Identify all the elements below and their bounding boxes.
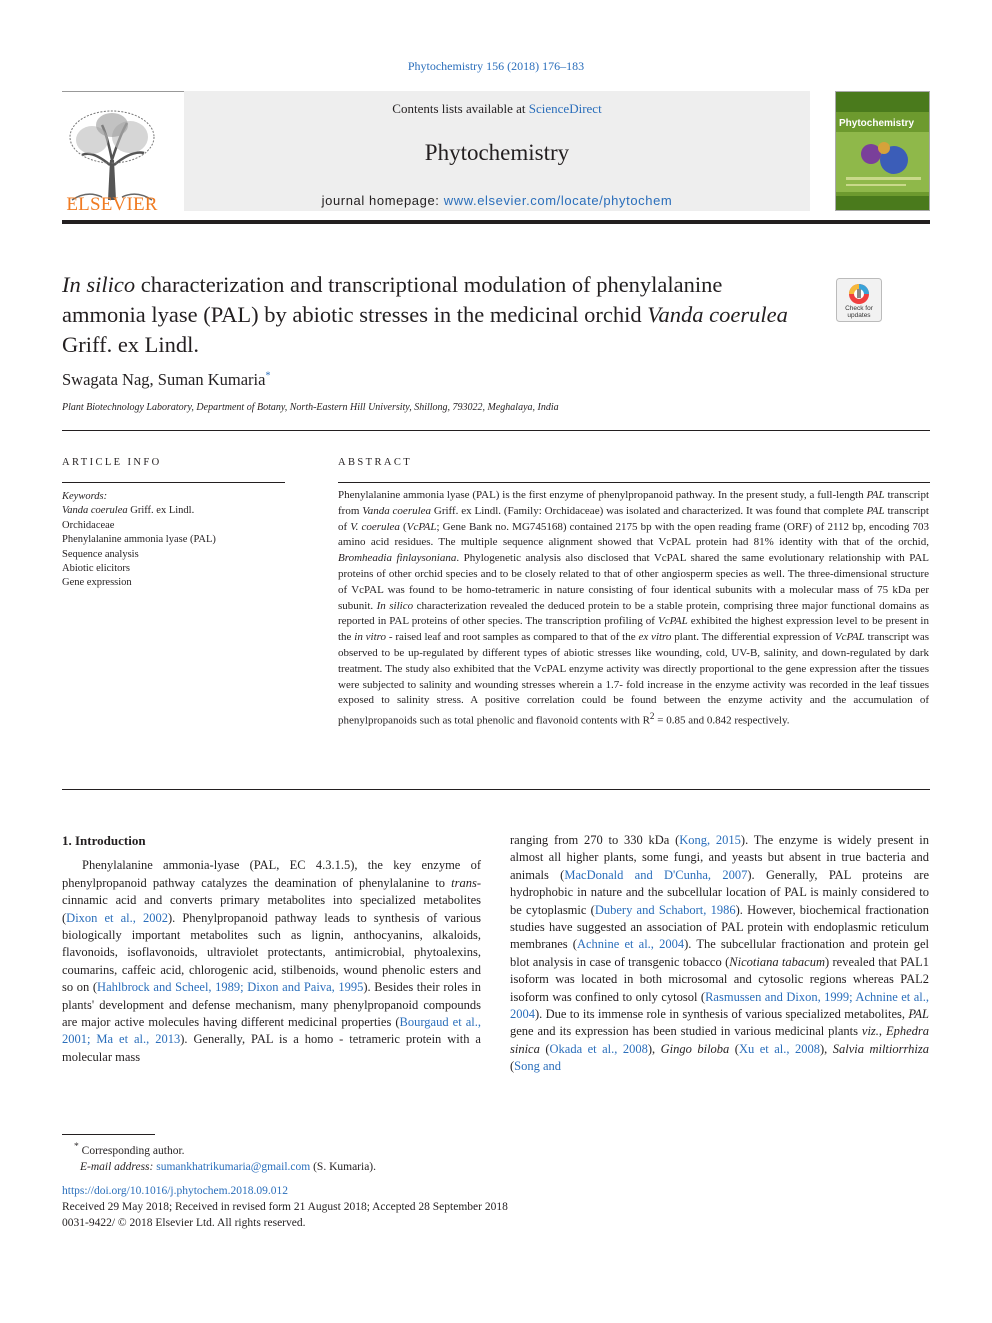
citation-link[interactable]: Xu et al., 2008 [738,1041,820,1056]
article-info-rule [62,482,285,483]
homepage-prefix: journal homepage: [321,193,444,208]
received-dates: Received 29 May 2018; Received in revised form 21 August 2018; Accepted 28 September 2018 [62,1201,508,1213]
footnote-rule [62,1134,155,1135]
journal-banner [184,91,810,211]
email-link[interactable]: sumankhatrikumaria@gmail.com [156,1160,311,1173]
contents-line [184,101,810,117]
publisher-name: ELSEVIER [66,194,158,215]
corresponding-author-mark[interactable]: * [265,370,271,382]
journal-citation[interactable]: Phytochemistry 156 (2018) 176–183 [407,59,585,73]
keywords-block [62,490,282,591]
email-note: E-mail address: sumankhatrikumaria@gmail.com (S. Kumaria). [80,1160,377,1173]
article-title: In silico characterization and transcriptional modulation of phenylalanine ammonia lyase (PAL) by abiotic stresses in the medicinal orchid Vanda coerulea Griff. ex Lindl. [62,272,788,357]
journal-cover-thumbnail[interactable] [835,91,930,211]
keyword-item: Abiotic elicitors [62,563,130,575]
sciencedirect-link[interactable]: ScienceDirect [528,101,602,116]
citation-link[interactable]: Achnine et al., 2004 [576,937,685,952]
crossmark-label: Check for updates [845,305,873,319]
keyword-item: Sequence analysis [62,548,139,560]
author-affiliation: Plant Biotechnology Laboratory, Department of Botany, North-Eastern Hill University, Shillong, 793022, Meghalaya, India [62,402,559,413]
citation-link[interactable]: Okada et al., 2008 [549,1041,648,1056]
abstract-text: Phenylalanine ammonia lyase (PAL) is the first enzyme of phenylpropanoid pathway. In the present study, a full-length PAL transcript from Vanda coerulea Griff. ex Lindl. (Family: Orchidaceae) was isolated and characterized. It was found that complete PAL transcript of V. coerulea (VcPAL; Gene Bank no. MG745168) contained 2175 bp with the open reading frame (ORF) of 2112 bp, encoding 703 amino acid residues. The multiple sequence alignment showed that VcPAL protein had 81% identity with that of the orchid, Bromheadia finlaysoniana. Phylogenetic analysis also disclosed that VcPAL shared the same evolutionary relationship with PAL proteins of other orchid species and to be closely related to that of other angiosperm species as well. The three-dimensional structure of VcPAL was found to be homo-tetrameric in nature consisting of four identical subunits with a molecular mass of 75 kDa per subunit. In silico characterization revealed the deduced protein to be a stable protein, comprising three major functional domains as reported in PAL proteins of other species. The transcription profiling of VcPAL exhibited the highest expression level to be present in the in vitro - raised leaf and root samples as compared to that of the ex vitro plant. The differential expression of VcPAL transcript was observed to be up-regulated by different types of abiotic stresses like wounding, cold, UV-B, salinity, and down-regulated by dark treatment. The study also exhibited that the VcPAL enzyme activity was directly proportional to the gene expression after the tissues were subjected to salinity and wounding stresses wherein a 1.7- fold increase in the enzyme activity was recorded in the leaf tissues exposed to salinity stress. A positive correlation could be found between the enzyme activity and the accumulation of phenylpropanoids such as total phenolic and flavonoid contents with $R^2 = 0.85$ and 0.842 respectively. [338,489,930,727]
homepage-line [184,193,810,208]
author-list: Swagata Nag, Suman Kumaria* [62,370,271,389]
abstract-heading: ABSTRACT [338,457,413,468]
introduction-heading: 1. Introduction [62,833,146,848]
affiliation-rule [62,430,930,431]
citation-link[interactable]: Hahlbrock and Scheel, 1989; Dixon and Paiva, 1995 [97,980,364,995]
citation-link[interactable]: Dixon et al., 2002 [66,910,168,925]
header-bottom-rule [62,220,930,224]
keywords-label: Keywords: [62,491,108,502]
corresponding-author-note: * Corresponding author. [74,1141,185,1157]
citation-link[interactable]: Song and [514,1059,562,1074]
abstract-bottom-rule [62,789,930,790]
cover-title: Phytochemistry [839,118,915,129]
article-info-heading: ARTICLE INFO [62,457,162,468]
abstract-rule [338,482,930,483]
keyword-item: Vanda coerulea Griff. ex Lindl. [62,505,195,517]
contents-prefix: Contents lists available at [392,101,529,116]
introduction-paragraph-continued: ranging from 270 to 330 kDa (Kong, 2015). The enzyme is widely present in almost all higher plants, some fungi, and yeasts but absent in true bacteria and animals (MacDonald and D'Cunha, 2007). Generally, PAL proteins are hydrophobic in nature and the subcellular location of PAL is mainly considered to be cytoplasmic (Dubery and Schabort, 1986). However, biochemical fractionation studies have suggested an association of PAL protein with endoplasmic reticulum membranes (Achnine et al., 2004). The subcellular fractionation and protein gel blot analysis in case of transgenic tobacco (Nicotiana tabacum) revealed that PAL1 isoform was located in both microsomal and cytosolic regions whereas PAL2 isoform was confined to only cytosol (Rasmussen and Dixon, 1999; Achnine et al., 2004). Due to its immense role in synthesis of various specialized metabolites, PAL gene and its expression has been studied in various medicinal plants viz., Ephedra sinica (Okada et al., 2008), Gingo biloba (Xu et al., 2008), Salvia miltiorrhiza (Song and [510,833,930,1074]
body-column-right [510,832,929,1076]
footnote [62,1139,376,1175]
keyword-item: Phenylalanine ammonia lyase (PAL) [62,534,216,546]
citation-link[interactable]: MacDonald and D'Cunha, 2007 [564,867,748,882]
citation-link[interactable]: Rasmussen and Dixon, 1999; Achnine et al., 2004 [510,989,929,1022]
doi-link[interactable]: https://doi.org/10.1016/j.phytochem.2018.09.012 [62,1185,288,1197]
body-column-left [62,832,481,1066]
journal-header [62,91,930,225]
citation-link[interactable]: Kong, 2015 [679,833,741,847]
keyword-item: Orchidaceae [62,519,115,531]
crossmark-badge[interactable] [836,278,882,322]
cover-art-image [836,92,930,211]
citation-link[interactable]: Dubery and Schabort, 1986 [594,902,736,917]
copyright-notice: 0031-9422/ © 2018 Elsevier Ltd. All rights reserved. [62,1217,306,1229]
publication-info [62,1183,508,1231]
citation-link[interactable]: Bourgaud et al., 2001; Ma et al., 2013 [62,1015,481,1047]
homepage-link[interactable]: www.elsevier.com/locate/phytochem [443,193,673,208]
journal-name: Phytochemistry [424,140,570,165]
keyword-item: Gene expression [62,577,132,589]
introduction-paragraph: Phenylalanine ammonia-lyase (PAL, EC 4.3.1.5), the key enzyme of phenylpropanoid pathway catalyzes the deamination of phenylalanine to trans-cinnamic acid and converts primary metabolites into specialized metabolites (Dixon et al., 2002). Phenylpropanoid pathway leads to synthesis of various biologically important metabolites such as lignin, anthocyanins, alkaloids, flavonoids, isoflavonoids, ultraviolet protectants, antimicrobial, phytoalexins, coumarins, caffeic acid, chlorogenic acid, stilbenoids, wound phenolic esters and so on (Hahlbrock and Scheel, 1989; Dixon and Paiva, 1995). Besides their roles in plants' development and defense mechanism, many phenylpropanoid compounds are major active molecules having different medicinal properties (Bourgaud et al., 2001; Ma et al., 2013). Generally, PAL is a homo - tetrameric protein with a molecular mass [62,858,481,1064]
